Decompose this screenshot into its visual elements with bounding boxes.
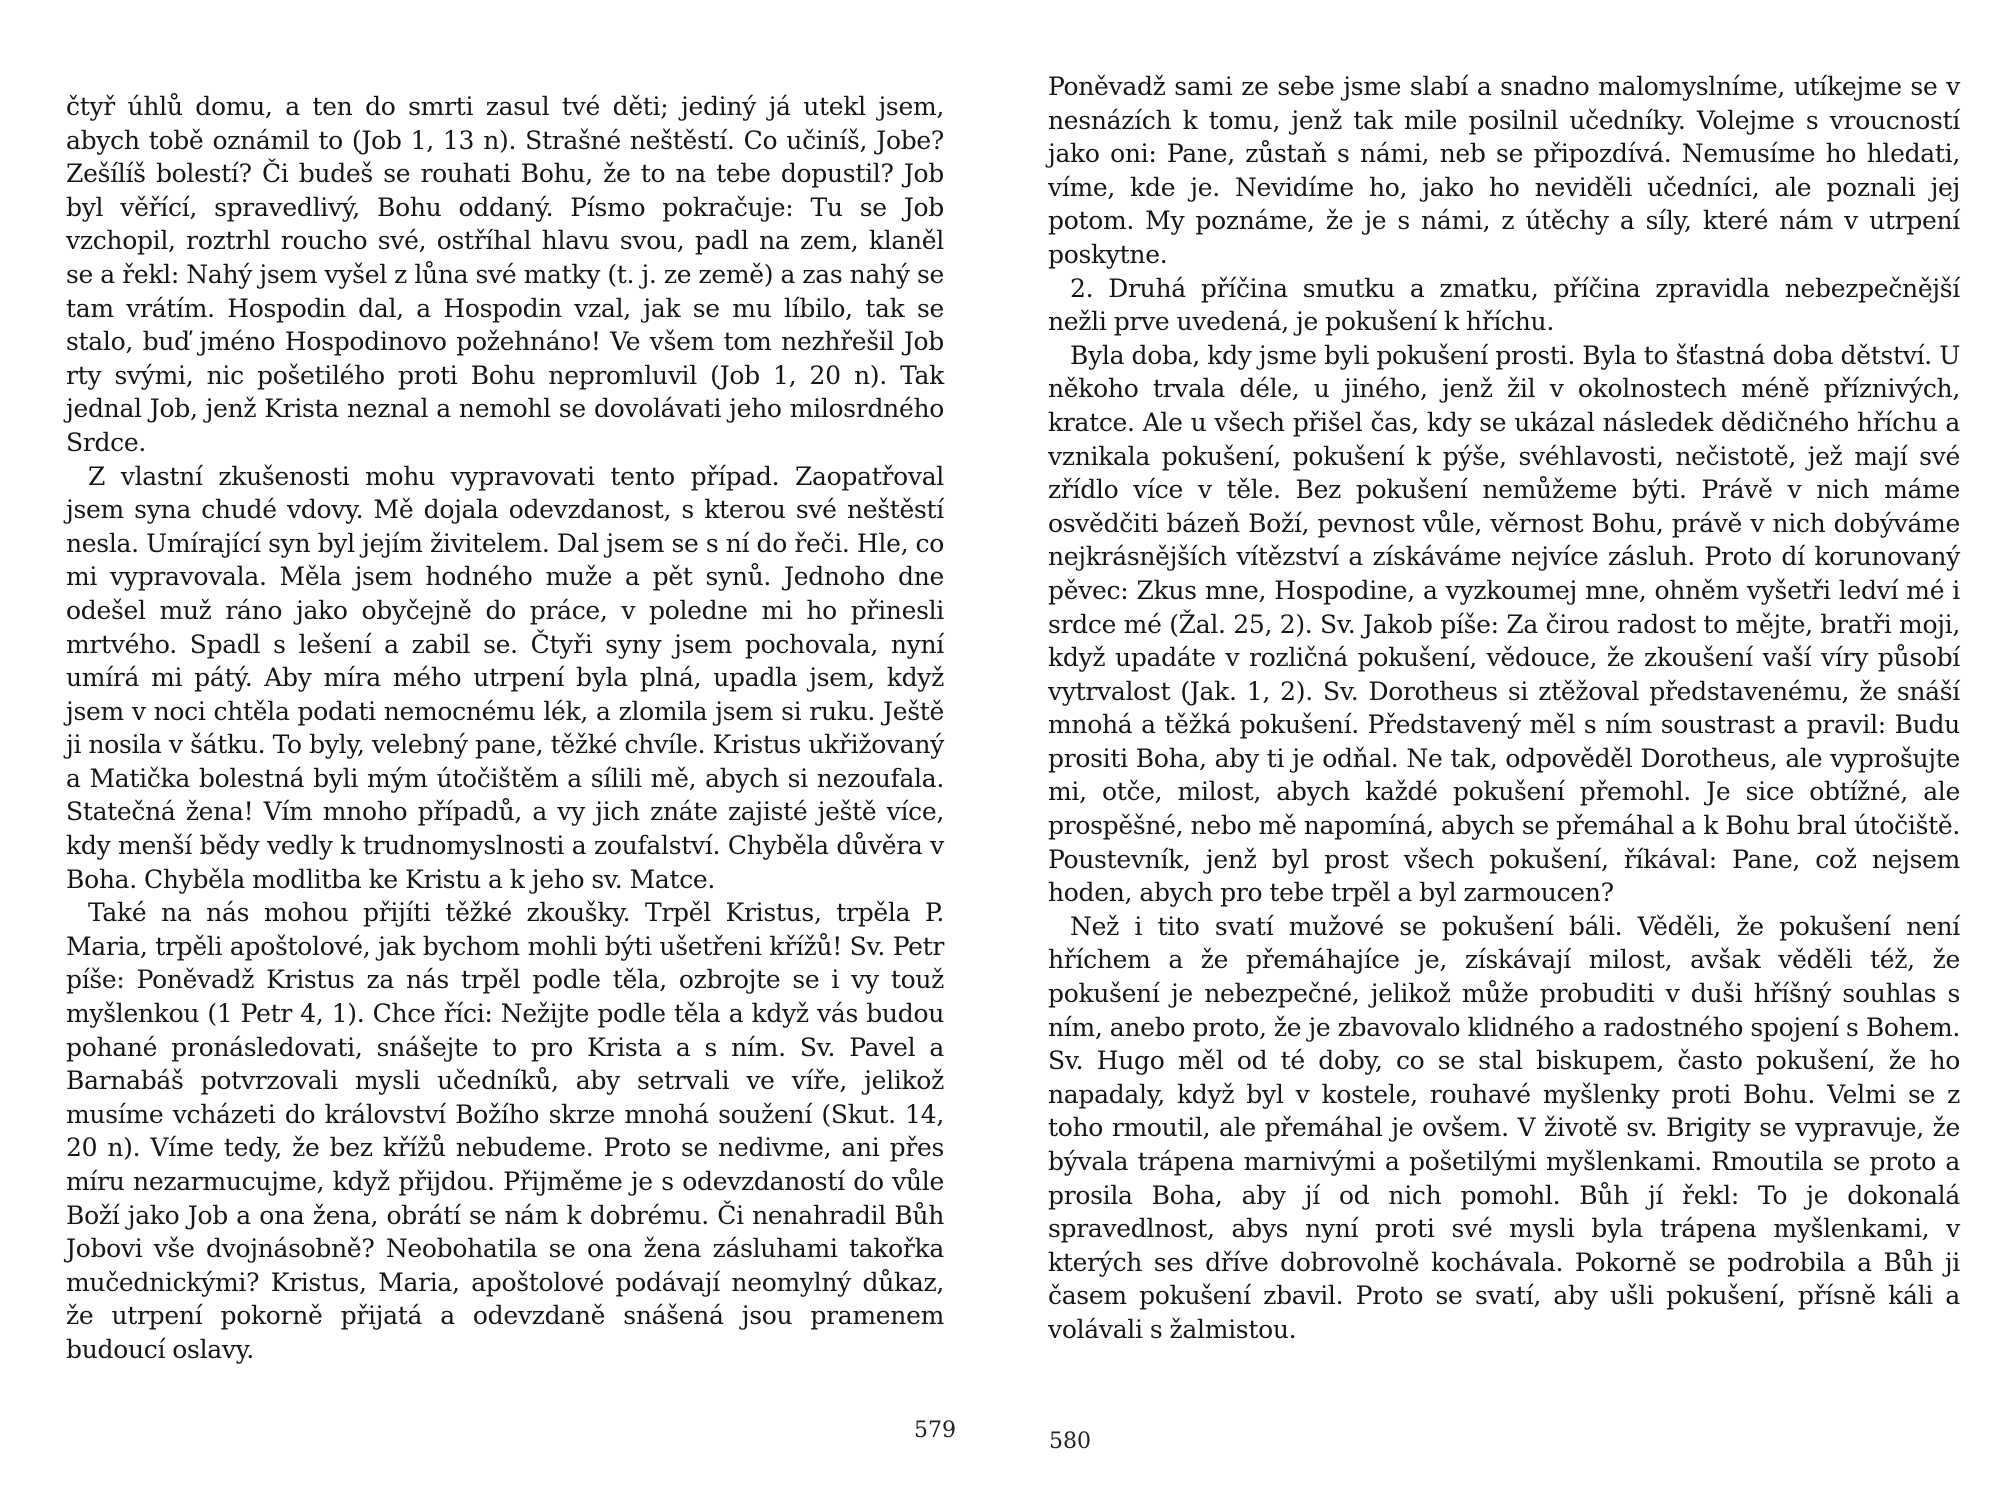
right-paragraph-4: Než i tito svatí mužové se pokušení báli. Věděli, že pokušení není hříchem a že přemáhajíce je, získávají milost, avšak věděli též, že pokušení je nebezpečné, jelikož může probuditi v duši hříšný souhlas s ním, anebo proto, že je zbavovalo klidného a radostného spojení s Bohem. Sv. Hugo měl od té doby, co se stal biskupem, často pokušení, že ho napadaly, když byl v kostele, rouhavé myšlenky proti Bohu. Velmi se z toho rmoutil, ale přemáhal je ovšem. V životě sv. Brigity se vypravuje, že bývala trápena marnivými a pošetilými myšlenkami. Rmoutila se proto a prosila Boha, aby jí od nich pomohl. Bůh jí řekl: To je dokonalá spravedlnost, abys nyní proti své mysli byla trápena myšlenkami, v kterých ses dříve dobrovolně kochávala. Pokorně se podrobila a Bůh ji časem pokušení zbavil. Proto se svatí, aby ušli pokušení, přísně káli a volávali s žalmistou.: [1048, 911, 1960, 1344]
right-page-number: 580: [1049, 1429, 1091, 1454]
right-page: [998, 0, 1996, 1500]
left-page-text: [66, 90, 944, 1367]
left-paragraph-3: Také na nás mohou přijíti těžké zkoušky. Trpěl Kristus, trpěla P. Maria, trpěli apoštolové, jak bychom mohli býti ušetřeni křížů! Sv. Petr píše: Poněvadž Kristus za nás trpěl podle těla, ozbrojte se i vy touž myšlenkou (1 Petr 4, 1). Chce říci: Nežijte podle těla a když vás budou pohané pronásledovati, snášejte to pro Krista a s ním. Sv. Pavel a Barnabáš potvrzovali mysli učedníků, aby setrvali ve víře, jelikož musíme vcházeti do království Božího skrze mnohá soužení (Skut. 14, 20 n). Víme tedy, že bez křížů nebudeme. Proto se nedivme, ani přes míru nezarmucujme, když přijdou. Přijměme je s odevzdaností do vůle Boží jako Job a ona žena, obrátí se nám k dobrému. Či nenahradil Bůh Jobovi vše dvojnásobně? Neobohatila se ona žena zásluhami takořka mučednickými? Kristus, Maria, apoštolové podávají neomylný důkaz, že utrpení pokorně přijatá a odevzdaně snášená jsou pramenem budoucí oslavy.: [66, 898, 944, 1364]
right-page-text: [1048, 70, 1960, 1347]
left-paragraph-1: čtyř úhlů domu, a ten do smrti zasul tvé děti; jediný já utekl jsem, abych tobě oznámil to (Job 1, 13 n). Strašné neštěstí. Co učiníš, Jobe? Zešílíš bolestí? Či budeš se rouhati Bohu, že to na tebe dopustil? Job byl věřící, spravedlivý, Bohu oddaný. Písmo pokračuje: Tu se Job vzchopil, roztrhl roucho své, ostříhal hlavu svou, padl na zem, klaněl se a řekl: Nahý jsem vyšel z lůna své matky (t. j. ze země) a zas nahý se tam vrátím. Hospodin dal, a Hospodin vzal, jak se mu líbilo, tak se stalo, buď jméno Hospodinovo požehnáno! Ve všem tom nezhřešil Job rty svými, nic pošetilého proti Bohu nepromluvil (Job 1, 20 n). Tak jednal Job, jenž Krista neznal a nemohl se dovolávati jeho milosrdného Srdce.: [66, 92, 944, 457]
right-paragraph-1: Poněvadž sami ze sebe jsme slabí a snadno malomyslníme, utíkejme se v nesnázích k tomu, jenž tak mile posilnil učedníky. Volejme s vroucností jako oni: Pane, zůstaň s námi, neb se připozdívá. Nemusíme ho hledati, víme, kde je. Nevidíme ho, jako ho neviděli učedníci, ale poznali jej potom. My poznáme, že je s námi, z útěchy a síly, které nám v utrpení poskytne.: [1048, 72, 1960, 269]
right-paragraph-2: 2. Druhá příčina smutku a zmatku, příčina zpravidla nebezpečnější nežli prve uvedená, je pokušení k hříchu.: [1048, 273, 1960, 337]
right-paragraph-3: Byla doba, kdy jsme byli pokušení prosti. Byla to šťastná doba dětství. U někoho trvala déle, u jiného, jenž žil v okolnostech méně příznivých, kratce. Ale u všech přišel čas, kdy se ukázal následek dědičného hříchu a vznikala pokušení, pokušení k pýše, svéhlavosti, nečistotě, jež mají své zřídlo více v těle. Bez pokušení nemůžeme býti. Právě v nich máme osvědčiti bázeň Boží, pevnost vůle, věrnost Bohu, právě v nich dobýváme nejkrásnějších vítězství a získáváme nejvíce zásluh. Proto dí korunovaný pěvec: Zkus mne, Hospodine, a vyzkoumej mne, ohněm vyšetři ledví mé i srdce mé (Žal. 25, 2). Sv. Jakob píše: Za čirou radost to mějte, bratři moji, když upadáte v rozličná pokušení, vědouce, že zkoušení vaší víry působí vytrvalost (Jak. 1, 2). Sv. Dorotheus si ztěžoval představenému, že snáší mnohá a těžká pokušení. Představený měl s ním soustrast a pravil: Budu prositi Boha, aby ti je odňal. Ne tak, odpověděl Dorotheus, ale vyprošujte mi, otče, milost, abych každé pokušení přemohl. Je sice obtížné, ale prospěšné, nebo mě napomíná, abych se přemáhal a k Bohu bral útočiště. Poustevník, jenž byl prost všech pokušení, říkával: Pane, což nejsem hoden, abych pro tebe trpěl a byl zarmoucen?: [1048, 340, 1960, 908]
left-paragraph-2: Z vlastní zkušenosti mohu vypravovati tento případ. Zaopatřoval jsem syna chudé vdovy. Mě dojala odevzdanost, s kterou své neštěstí nesla. Umírající syn byl jejím živitelem. Dal jsem se s ní do řeči. Hle, co mi vypravovala. Měla jsem hodného muže a pět synů. Jednoho dne odešel muž ráno jako obyčejně do práce, v poledne mi ho přinesli mrtvého. Spadl s lešení a zabil se. Čtyři syny jsem pochovala, nyní umírá mi pátý. Aby míra mého utrpení byla plná, upadla jsem, když jsem v noci chtěla podati nemocnému lék, a zlomila jsem si ruku. Ještě ji nosila v šátku. To byly, velebný pane, těžké chvíle. Kristus ukřižovaný a Matička bolestná byli mým útočištěm a sílili mě, abych si nezoufala. Statečná žena! Vím mnoho případů, a vy jich znáte zajisté ještě více, kdy menší bědy vedly k trudnomyslnosti a zoufalství. Chyběla důvěra v Boha. Chyběla modlitba ke Kristu a k jeho sv. Matce.: [66, 461, 944, 894]
left-page-number: 579: [914, 1418, 956, 1443]
